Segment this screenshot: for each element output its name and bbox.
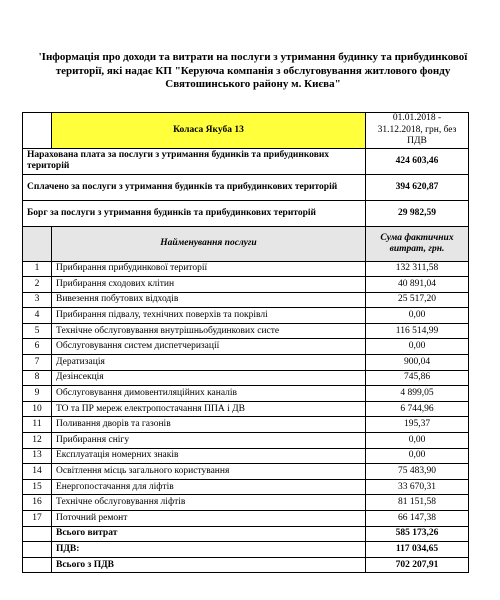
service-amount: 0,00: [366, 433, 469, 449]
service-name: Прибирання снігу: [52, 433, 366, 449]
row-number: 8: [23, 370, 52, 386]
summary-row: [23, 148, 469, 174]
expense-table: [22, 112, 469, 573]
address-row: [23, 113, 469, 149]
table-row: [23, 417, 469, 433]
table-row: [23, 339, 469, 355]
row-number: 17: [23, 511, 52, 527]
service-amount: 66 147,38: [366, 511, 469, 527]
service-name: Технічне обслуговування внутрішньобудинкових систе: [52, 323, 366, 339]
table-row: [23, 433, 469, 449]
total-row: [23, 542, 469, 558]
row-number: 7: [23, 355, 52, 371]
table-row: [23, 355, 469, 371]
service-amount: 900,04: [366, 355, 469, 371]
table-row: [23, 308, 469, 324]
service-amount: 195,37: [366, 417, 469, 433]
table-row: [23, 495, 469, 511]
column-header-amount: Сума фактичних витрат, грн.: [366, 226, 469, 261]
service-amount: 75 483,90: [366, 464, 469, 480]
total-row: [23, 526, 469, 542]
service-amount: 25 517,20: [366, 292, 469, 308]
service-name: Енергопостачання для ліфтів: [52, 479, 366, 495]
service-name: Експлуатація номерних знаків: [52, 448, 366, 464]
service-amount: 40 891,04: [366, 277, 469, 293]
service-name: Освітлення місць загального користування: [52, 464, 366, 480]
summary-value: 394 620,87: [366, 174, 469, 200]
summary-row: [23, 200, 469, 226]
table-row: [23, 277, 469, 293]
summary-label: Борг за послуги з утримання будинків та прибудинкових територій: [23, 200, 366, 226]
table-row: [23, 448, 469, 464]
row-number: 14: [23, 464, 52, 480]
row-number: 1: [23, 261, 52, 277]
service-name: Дератизація: [52, 355, 366, 371]
row-number: 2: [23, 277, 52, 293]
service-name: Прибирання прибудинкової території: [52, 261, 366, 277]
service-name: Обслуговування систем диспетчеризації: [52, 339, 366, 355]
summary-label: Нарахована плата за послуги з утримання будинків та прибудинкових територій: [23, 148, 366, 174]
service-amount: 81 151,58: [366, 495, 469, 511]
column-header-service: Найменування послуги: [52, 226, 366, 261]
total-label: ПДВ:: [52, 542, 366, 558]
column-header-row: [23, 226, 469, 261]
row-number: 10: [23, 401, 52, 417]
row-number: 5: [23, 323, 52, 339]
table-row: [23, 386, 469, 402]
service-amount: 4 899,05: [366, 386, 469, 402]
service-amount: 6 744,96: [366, 401, 469, 417]
table-row: [23, 292, 469, 308]
row-number: 13: [23, 448, 52, 464]
service-name: Поточний ремонт: [52, 511, 366, 527]
total-label: Всього витрат: [52, 526, 366, 542]
summary-value: 424 603,46: [366, 148, 469, 174]
service-amount: 132 311,58: [366, 261, 469, 277]
total-label: Всього з ПДВ: [52, 557, 366, 573]
address-cell: Коласа Якуба 13: [52, 113, 366, 149]
service-name: Прибирання сходових клітин: [52, 277, 366, 293]
service-amount: 0,00: [366, 448, 469, 464]
service-amount: 116 514,99: [366, 323, 469, 339]
total-value: 117 034,65: [366, 542, 469, 558]
service-name: ТО та ПР мереж електропостачання ППА і ДВ: [52, 401, 366, 417]
service-amount: 0,00: [366, 339, 469, 355]
service-amount: 745,86: [366, 370, 469, 386]
row-number: 11: [23, 417, 52, 433]
summary-row: [23, 174, 469, 200]
row-number: 4: [23, 308, 52, 324]
table-row: [23, 464, 469, 480]
service-amount: 0,00: [366, 308, 469, 324]
table-row: [23, 401, 469, 417]
service-name: Технічне обслуговування ліфтів: [52, 495, 366, 511]
service-name: Дезінсекція: [52, 370, 366, 386]
table-row: [23, 370, 469, 386]
row-number: 3: [23, 292, 52, 308]
summary-value: 29 982,59: [366, 200, 469, 226]
total-value: 585 173,26: [366, 526, 469, 542]
row-number: 6: [23, 339, 52, 355]
table-row: [23, 511, 469, 527]
table-row: [23, 479, 469, 495]
table-row: [23, 323, 469, 339]
service-name: Обслуговування димовентиляційних каналів: [52, 386, 366, 402]
total-value: 702 207,91: [366, 557, 469, 573]
document-title: 'Інформація про доходи та витрати на послуги з утримання будинку та прибудинкової території, які надає КП "Керуюча компанія з обслуговування житлового фонду Святошинського району м. Києва": [38, 51, 468, 90]
row-number: 15: [23, 479, 52, 495]
row-number: 12: [23, 433, 52, 449]
period-cell: 01.01.2018 - 31.12.2018, грн, без ПДВ: [366, 113, 469, 149]
service-name: Прибирання підвалу, технічних поверхів та покрівлі: [52, 308, 366, 324]
row-number: 16: [23, 495, 52, 511]
service-name: Поливання дворів та газонів: [52, 417, 366, 433]
total-row: [23, 557, 469, 573]
summary-label: Сплачено за послуги з утримання будинків та прибудинкових територій: [23, 174, 366, 200]
row-number: 9: [23, 386, 52, 402]
service-amount: 33 670,31: [366, 479, 469, 495]
service-name: Вивезення побутових відходів: [52, 292, 366, 308]
table-row: [23, 261, 469, 277]
